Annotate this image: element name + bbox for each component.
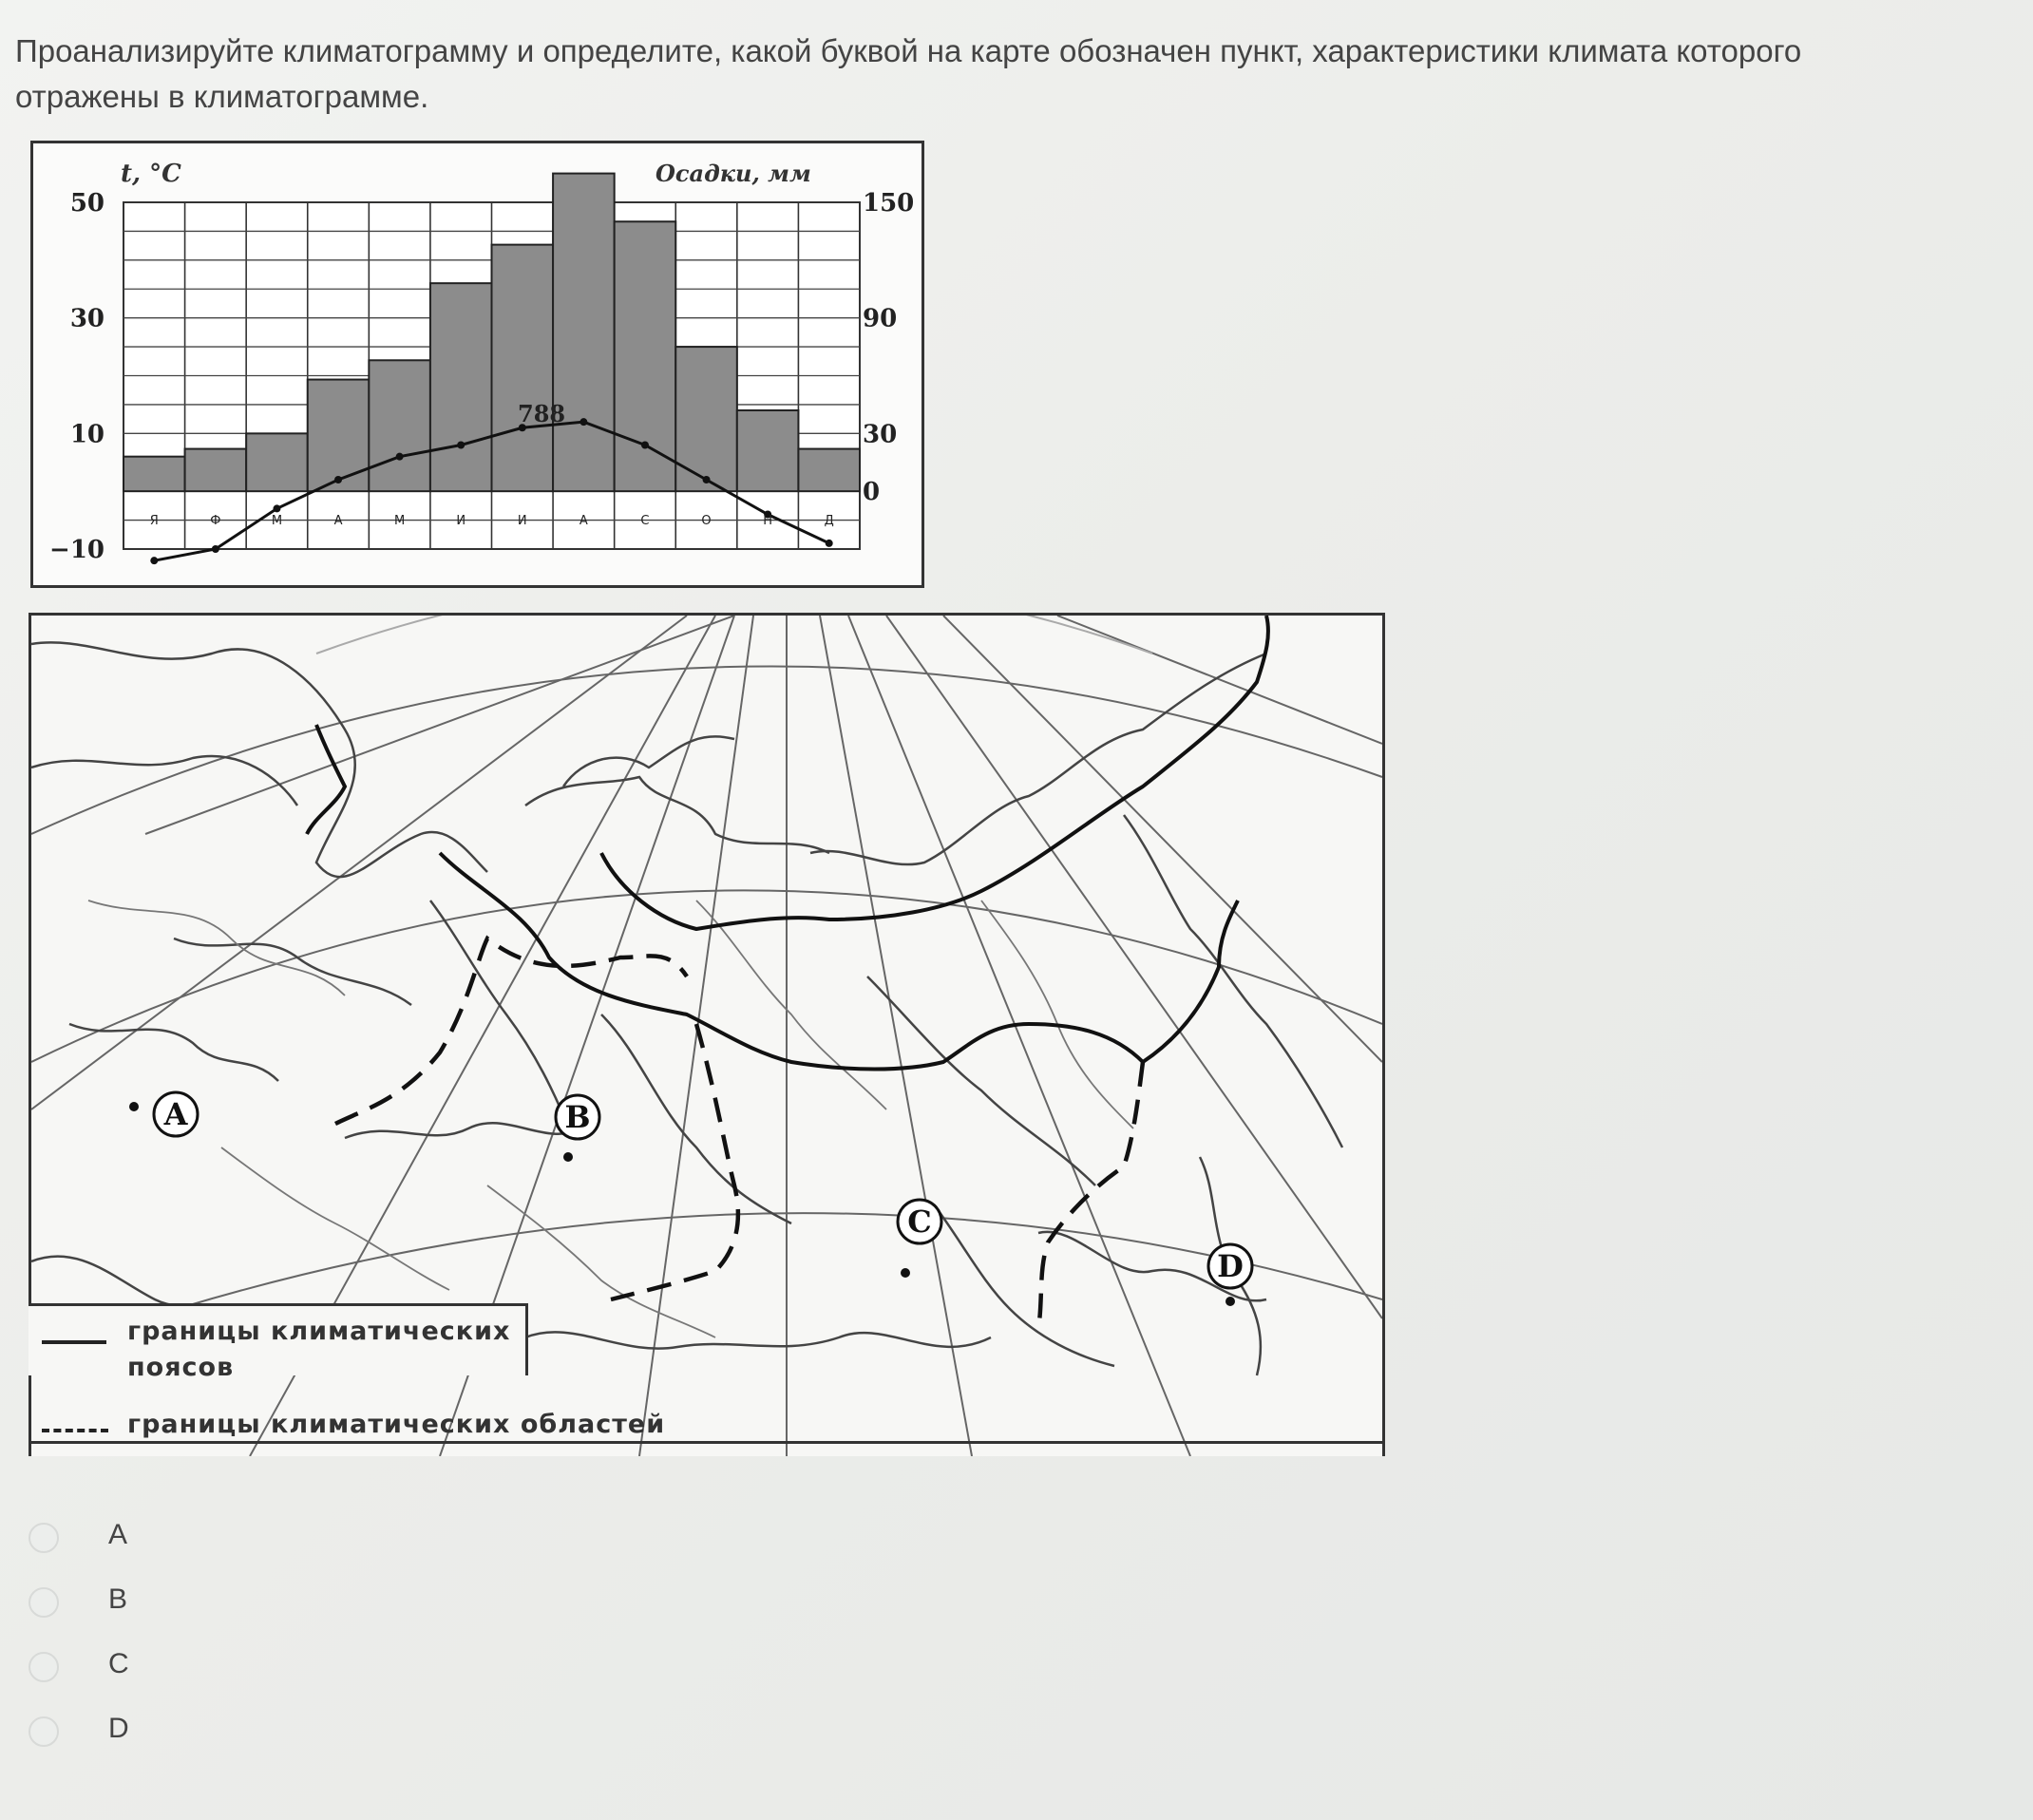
month-label: С [640, 514, 650, 529]
climatogram-svg [33, 143, 922, 585]
temp-point [334, 476, 342, 483]
point-d [1208, 1244, 1252, 1306]
month-label: Ф [210, 514, 221, 529]
temp-tick-label: 50 [69, 189, 104, 218]
precip-bar [430, 283, 492, 491]
month-label: М [271, 514, 283, 529]
precip-bar [369, 360, 430, 491]
legend-belts-text: границы климатических поясов [127, 1317, 511, 1382]
month-label: А [333, 514, 343, 529]
precip-bar [675, 347, 737, 491]
month-label: Н [763, 514, 773, 529]
radio-d[interactable] [28, 1716, 59, 1747]
radio-b[interactable] [28, 1587, 59, 1618]
radio-a[interactable] [28, 1523, 59, 1553]
temp-point [580, 418, 587, 426]
precip-bar [185, 449, 247, 492]
month-label: И [517, 514, 527, 529]
temp-point [273, 504, 280, 512]
legend-regions [28, 1406, 1379, 1453]
temp-point [703, 476, 711, 483]
point-a [129, 1092, 198, 1136]
question-text: Проанализируйте климатограмму и определите, какой буквой на карте обозначен пункт, характеристики климата которого отражены в климатограмме. [15, 33, 1802, 114]
temp-point [457, 442, 465, 449]
legend-belts [28, 1303, 528, 1382]
temp-point [826, 540, 833, 547]
precip-tick-label: 30 [863, 420, 898, 449]
precip-bar [492, 245, 554, 492]
month-label: М [394, 514, 406, 529]
temp-point [396, 453, 404, 461]
temp-axis-label: t, °C [121, 160, 181, 188]
precip-bar [124, 457, 185, 491]
temp-tick-label: −10 [49, 536, 104, 564]
legend-solid-line [42, 1340, 106, 1344]
option-d-label: D [108, 1713, 129, 1744]
option-a-label: A [108, 1519, 128, 1550]
precip-bar [615, 221, 676, 491]
month-label: И [456, 514, 466, 529]
point-a-label: A [163, 1096, 188, 1132]
precip-tick-label: 90 [863, 304, 898, 333]
option-b-label: B [108, 1583, 128, 1615]
option-c-label: C [108, 1648, 129, 1679]
climatogram [30, 141, 924, 588]
point-b [556, 1095, 599, 1162]
point-b-label: B [564, 1099, 591, 1135]
temp-point [212, 545, 219, 553]
legend-regions-text: границы климатических областей [127, 1410, 666, 1439]
precip-bar [308, 380, 370, 492]
precip-axis-label: Осадки, мм [656, 160, 811, 187]
precip-bar [737, 410, 799, 491]
month-label: А [579, 514, 588, 529]
month-label: О [701, 514, 712, 529]
temp-point [641, 442, 649, 449]
month-label: Я [149, 514, 159, 529]
precip-tick-label: 150 [863, 189, 915, 218]
temp-point [150, 557, 158, 564]
legend-dashed-line [42, 1429, 108, 1432]
point-d-label: D [1217, 1248, 1244, 1284]
annual-total-label: 788 [518, 400, 566, 427]
precip-tick-label: 0 [863, 478, 881, 507]
precip-bar [553, 174, 615, 492]
legend-bottom-rule [28, 1441, 1382, 1444]
temp-tick-label: 10 [69, 420, 104, 449]
point-c [898, 1200, 941, 1278]
month-label: Д [824, 514, 834, 529]
precip-bar [246, 433, 308, 491]
radio-c[interactable] [28, 1652, 59, 1682]
precip-bar [798, 449, 860, 492]
temp-tick-label: 30 [69, 304, 104, 333]
point-c-label: C [907, 1204, 932, 1240]
